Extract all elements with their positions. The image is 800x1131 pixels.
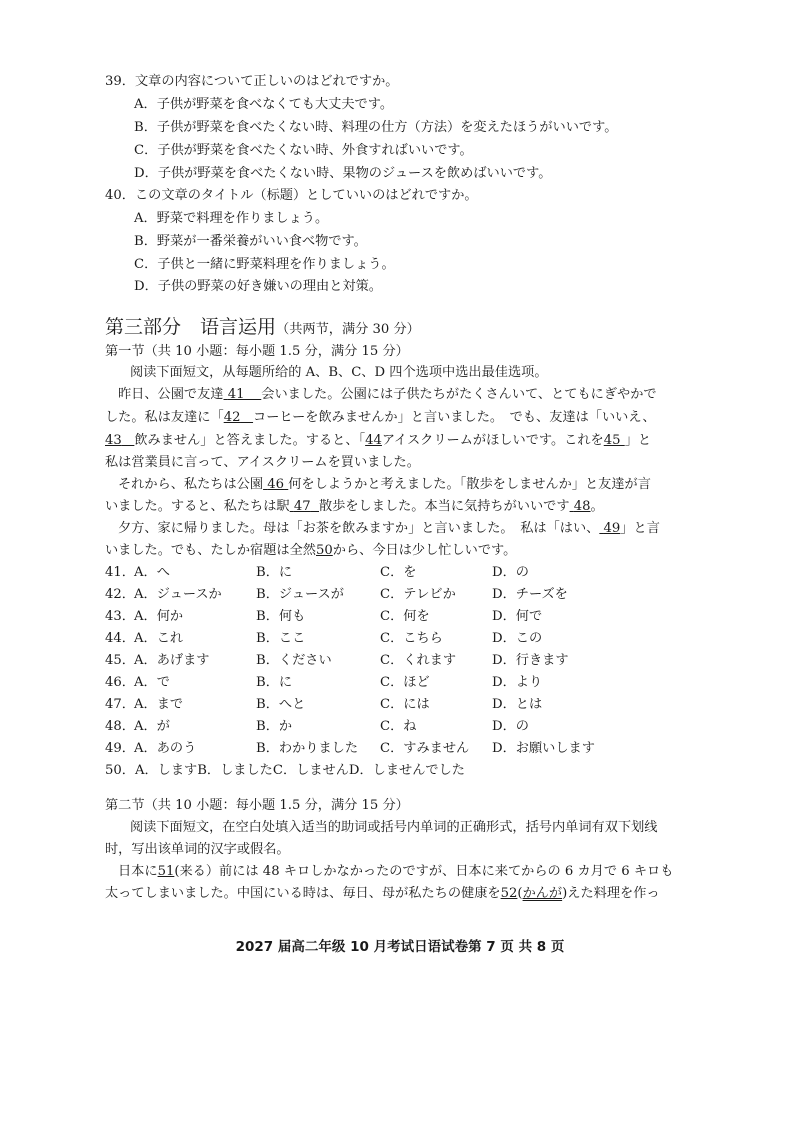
double-underlined-word: かんが xyxy=(522,886,563,901)
question-40-option-b: B．野菜が一番栄養がいい食べ物です。 xyxy=(134,234,367,249)
question-40-stem: 40．この文章のタイトル（标题）としていいのはどれですか。 xyxy=(105,188,478,203)
section-two-instruction-line1: 阅读下面短文，在空白处填入适当的助词或括号内单词的正确形式，括号内单词有双下划线 xyxy=(130,820,658,835)
passage-line: した。私は友達に「42 コーヒーを飲みませんか」と言いました。 でも、友達は「いいえ、 xyxy=(105,410,656,425)
choice-row-50: 50．A．しますB．しましたC．しませんD．しませんでした xyxy=(105,763,465,778)
blank-47: 47 xyxy=(293,499,311,514)
part-three-subtitle: （共两节，满分 30 分） xyxy=(276,322,420,337)
part-three-title: 第三部分 语言运用 xyxy=(105,316,277,338)
question-39-option-a: A．子供が野菜を食べなくても大丈夫です。 xyxy=(134,97,394,112)
passage-line: いました。でも、たしか宿題は全然50から、今日は少し忙しいです。 xyxy=(105,543,517,558)
question-40-option-d: D．子供の野菜の好き嫌いの理由と対策。 xyxy=(134,279,382,294)
blank-52: 52 xyxy=(500,886,518,901)
part-three-heading xyxy=(105,315,420,342)
question-39-stem: 39．文章の内容について正しいのはどれですか。 xyxy=(105,74,399,89)
question-39-option-c: C．子供が野菜を食べたくない時、外食すればいいです。 xyxy=(134,143,473,158)
passage-line: 私は営業員に言って、アイスクリームを買いました。 xyxy=(105,455,420,470)
passage-line: 昨日、公園で友達 41 会いました。公園には子供たちがたくさんいて、とてもにぎやかで xyxy=(118,387,657,402)
blank-51: 51 xyxy=(157,864,175,879)
blank-42: 42 xyxy=(223,410,241,425)
blank-46: 46 xyxy=(267,477,285,492)
section-one-instruction: 阅读下面短文，从每题所给的 A、B、C、D 四个选项中选出最佳选项。 xyxy=(130,365,548,380)
blank-41: 41 xyxy=(227,387,245,402)
question-39-option-d: D．子供が野菜を食べたくない時、果物のジュースを飲めばいいです。 xyxy=(134,166,552,181)
exam-page: 39．文章の内容について正しいのはどれですか。 A．子供が野菜を食べなくても大丈夫です。 B．子供が野菜を食べたくない時、料理の仕方（方法）を変えたほうがいいです。 C．子供が野菜を食べたくない時、外食すればいいです。 D．子供が野菜を食べたくない時、果物のジュースを飲めばいいです。 40．この文章のタイトル（标题）としていいのはどれですか。 A．野菜で料理を作りましょう。 B．野菜が一番栄養がいい食べ物です。 C．子供と一緒に野菜料理を作りましょう。 D．子供の野菜の好き嫌いの理由と対策。 第三部分 语言运用（共两节，满分 30 分） 第一节（共 10 小题：每小题 1.5 分，满分 15 分） 阅读下面短文，从每题所给的 A、B、C、D 四个选项中选出最佳选项。 昨日、公園で友達 41 会いました。公園には子供たちがたくさんいて、とてもにぎやかで した。私は友達に「42 コーヒーを飲みませんか」と言いました。 でも、友達は「いいえ、 43 飲みません」と答えました。すると、「44アイスクリームがほしいです。これを45 」と 私は営業員に言って、アイスクリームを買いました。 それから、私たちは公園 46 何をしようかと考えました。「散歩をしませんか」と友達が言 いました。すると、私たちは駅 47 散歩をしました。本当に気持ちがいいです 48。 夕方、家に帰りました。母は「お茶を飲みますか」と言いました。 私は「はい、 49」と言 いました。でも、たしか宿題は全然50から、今日は少し忙しいです。 41． A．へ B．に C．を D．の 42． A．ジュースか B．ジュースが C．テレビか D．チーズを 43． A．何か B．何も C．何を D．何で 44． A．これ B．ここ C．こちら D．この 45． A．あげます B．ください C．くれます D．行きます 46． A．で B．に C．ほど D．より 47． A．まで B．へと C．には D．とは 48． A．が B．か C．ね D．の 49． A．あのう B．わかりました C．すみません D．お願いします 50．A．しますB．しましたC．しませんD．しませんでした 第二节（共 10 小题：每小题 1.5 分，满分 15 分） 阅读下面短文，在空白处填入适当的助词或括号内单词的正确形式，括号内单词有双下划线 时，写出该单词的汉字或假名。 日本に51(来る）前には 48 キロしかなかったのですが、日本に来てからの 6 カ月で 6 キロも 太ってしまいました。中国にいる時は、毎日、母が私たちの健康を52(かんが)えた料理を作っ 2027 届高二年级 10 月考试日语试卷第 7 页 共 8 页 xyxy=(0,0,800,1131)
page-footer: 2027 届高二年级 10 月考试日语试卷第 7 页 共 8 页 xyxy=(235,939,565,955)
question-40-option-a: A．野菜で料理を作りましょう。 xyxy=(134,211,329,226)
passage-line: いました。すると、私たちは駅 47 散歩をしました。本当に気持ちがいいです 48。 xyxy=(105,499,604,514)
passage-line: 日本に51(来る）前には 48 キロしかなかったのですが、日本に来てからの 6 カ月で 6 キロも xyxy=(118,864,674,879)
blank-49: 49 xyxy=(603,521,621,536)
question-39-option-b: B．子供が野菜を食べたくない時、料理の仕方（方法）を変えたほうがいいです。 xyxy=(134,120,618,135)
passage-line: 太ってしまいました。中国にいる時は、毎日、母が私たちの健康を52(かんが)えた料理を作っ xyxy=(105,886,660,901)
blank-43: 43 xyxy=(105,433,122,448)
section-two-instruction-line2: 时，写出该单词的汉字或假名。 xyxy=(105,842,290,857)
question-40-option-c: C．子供と一緒に野菜料理を作りましょう。 xyxy=(134,257,395,272)
blank-45: 45 xyxy=(603,433,621,448)
section-one-header: 第一节（共 10 小题：每小题 1.5 分，满分 15 分） xyxy=(105,344,409,359)
passage-line: それから、私たちは公園 46 何をしようかと考えました。「散歩をしませんか」と友達が言 xyxy=(118,477,651,492)
blank-48: 48 xyxy=(573,499,591,514)
section-two-header: 第二节（共 10 小题：每小题 1.5 分，满分 15 分） xyxy=(105,798,409,813)
passage-line: 43 飲みません」と答えました。すると、「44アイスクリームがほしいです。これを45 」と xyxy=(105,433,652,448)
passage-line: 夕方、家に帰りました。母は「お茶を飲みますか」と言いました。 私は「はい、 49」と言 xyxy=(118,521,660,536)
blank-44: 44 xyxy=(365,433,382,448)
blank-50: 50 xyxy=(316,543,333,558)
